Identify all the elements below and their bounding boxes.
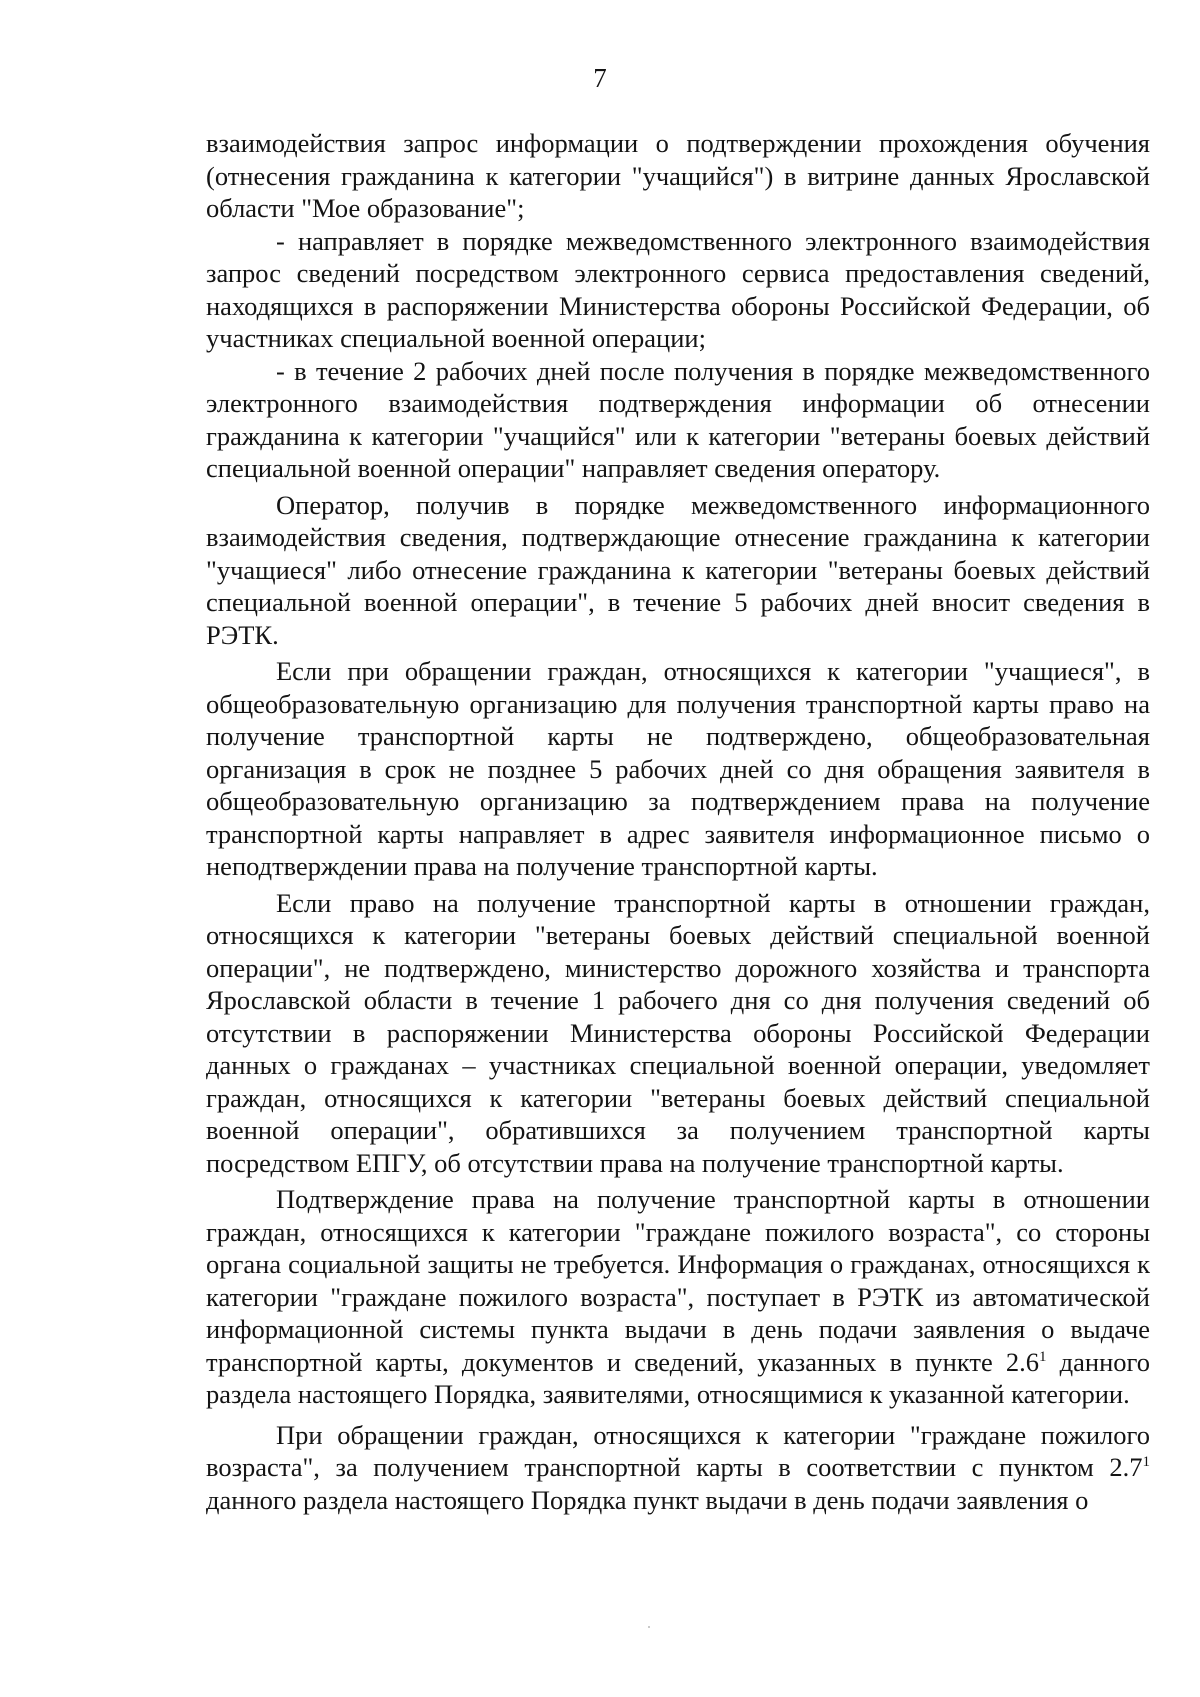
paragraph-students-not-confirmed: Если при обращении граждан, относящихся к категории "учащиеся", в общеобразовательную организацию для получения транспортной карты право на получение транспортной карты не подтверждено, общеобразовательная организация в срок не позднее 5 рабочих дней со дня обращения заявителя в общеобразовательную организацию за подтверждением права на получение транспортной карты направляет в адрес заявителя информационное письмо о неподтверждении права на получение транспортной карты. — [206, 656, 1150, 881]
paragraph-text: данного раздела настоящего Порядка пункт выдачи в день подачи заявления о — [206, 1484, 1089, 1515]
paragraph-list-item-request-defense-ministry: - направляет в порядке межведомственного электронного взаимодействия запрос сведений посредством электронного сервиса предоставления сведений, находящихся в распоряжении Министерства обороны Российской Федерации, об участниках специальной военной операции; — [206, 225, 1150, 353]
paragraph-elderly-application — [206, 1419, 1150, 1517]
footnote-superscript: 1 — [1039, 1348, 1047, 1365]
document-body — [206, 127, 1150, 1516]
footnote-superscript: 1 — [1142, 1454, 1150, 1470]
paragraph-elderly-confirmation — [206, 1183, 1150, 1411]
paragraph-veterans-not-confirmed: Если право на получение транспортной карты в отношении граждан, относящихся к категории "ветераны боевых действий специальной военной операции", не подтверждено, министерство дорожного хозяйства и транспорта Ярославской области в течение 1 рабочего дня со дня получения сведений об отсутствии в распоряжении Министерства обороны Российской Федерации данных о гражданах – участниках специальной военной операции, уведомляет граждан, относящихся к категории "ветераны боевых действий специальной военной операции", обратившихся за получением транспортной карты посредством ЕПГУ, об отсутствии права на получение транспортной карты. — [206, 887, 1150, 1178]
paragraph-text: Подтверждение права на получение транспортной карты в отношении граждан, относящихся к категории "граждане пожилого возраста", со стороны органа социальной защиты не требуется. Информация о гражданах, относящихся к категории "граждане пожилого возраста", поступает в РЭТК из автоматической информационной системы пункта выдачи в день подачи заявления о выдаче транспортной карты, документов и сведений, указанных в пункте 2.6 — [206, 1184, 1150, 1377]
page-number: 7 — [593, 63, 607, 93]
paragraph-list-item-send-to-operator: - в течение 2 рабочих дней после получения в порядке межведомственного электронного взаимодействия подтверждения информации об отнесении гражданина к категории "учащийся" или к категории "ветераны боевых действий специальной военной операции" направляет сведения оператору. — [206, 355, 1150, 483]
paragraph-text: данного раздела настоящего Порядка, заявителями, относящимися к указанной категории. — [206, 1346, 1150, 1409]
paragraph-continuation: взаимодействия запрос информации о подтверждении прохождения обучения (отнесения гражданина к категории "учащийся") в витрине данных Ярославской области "Мое образование"; — [206, 128, 1150, 223]
paragraph-text: При обращении граждан, относящихся к категории "граждане пожилого возраста", за получением транспортной карты в соответствии с пунктом 2.7 — [206, 1419, 1150, 1482]
paragraph-operator-enters-data: Оператор, получив в порядке межведомственного информационного взаимодействия сведения, подтверждающие отнесение гражданина к категории "учащиеся" либо отнесение гражданина к категории "ветераны боевых действий специальной военной операции", в течение 5 рабочих дней вносит сведения в РЭТК. — [206, 489, 1150, 650]
scan-speck — [648, 1626, 650, 1628]
